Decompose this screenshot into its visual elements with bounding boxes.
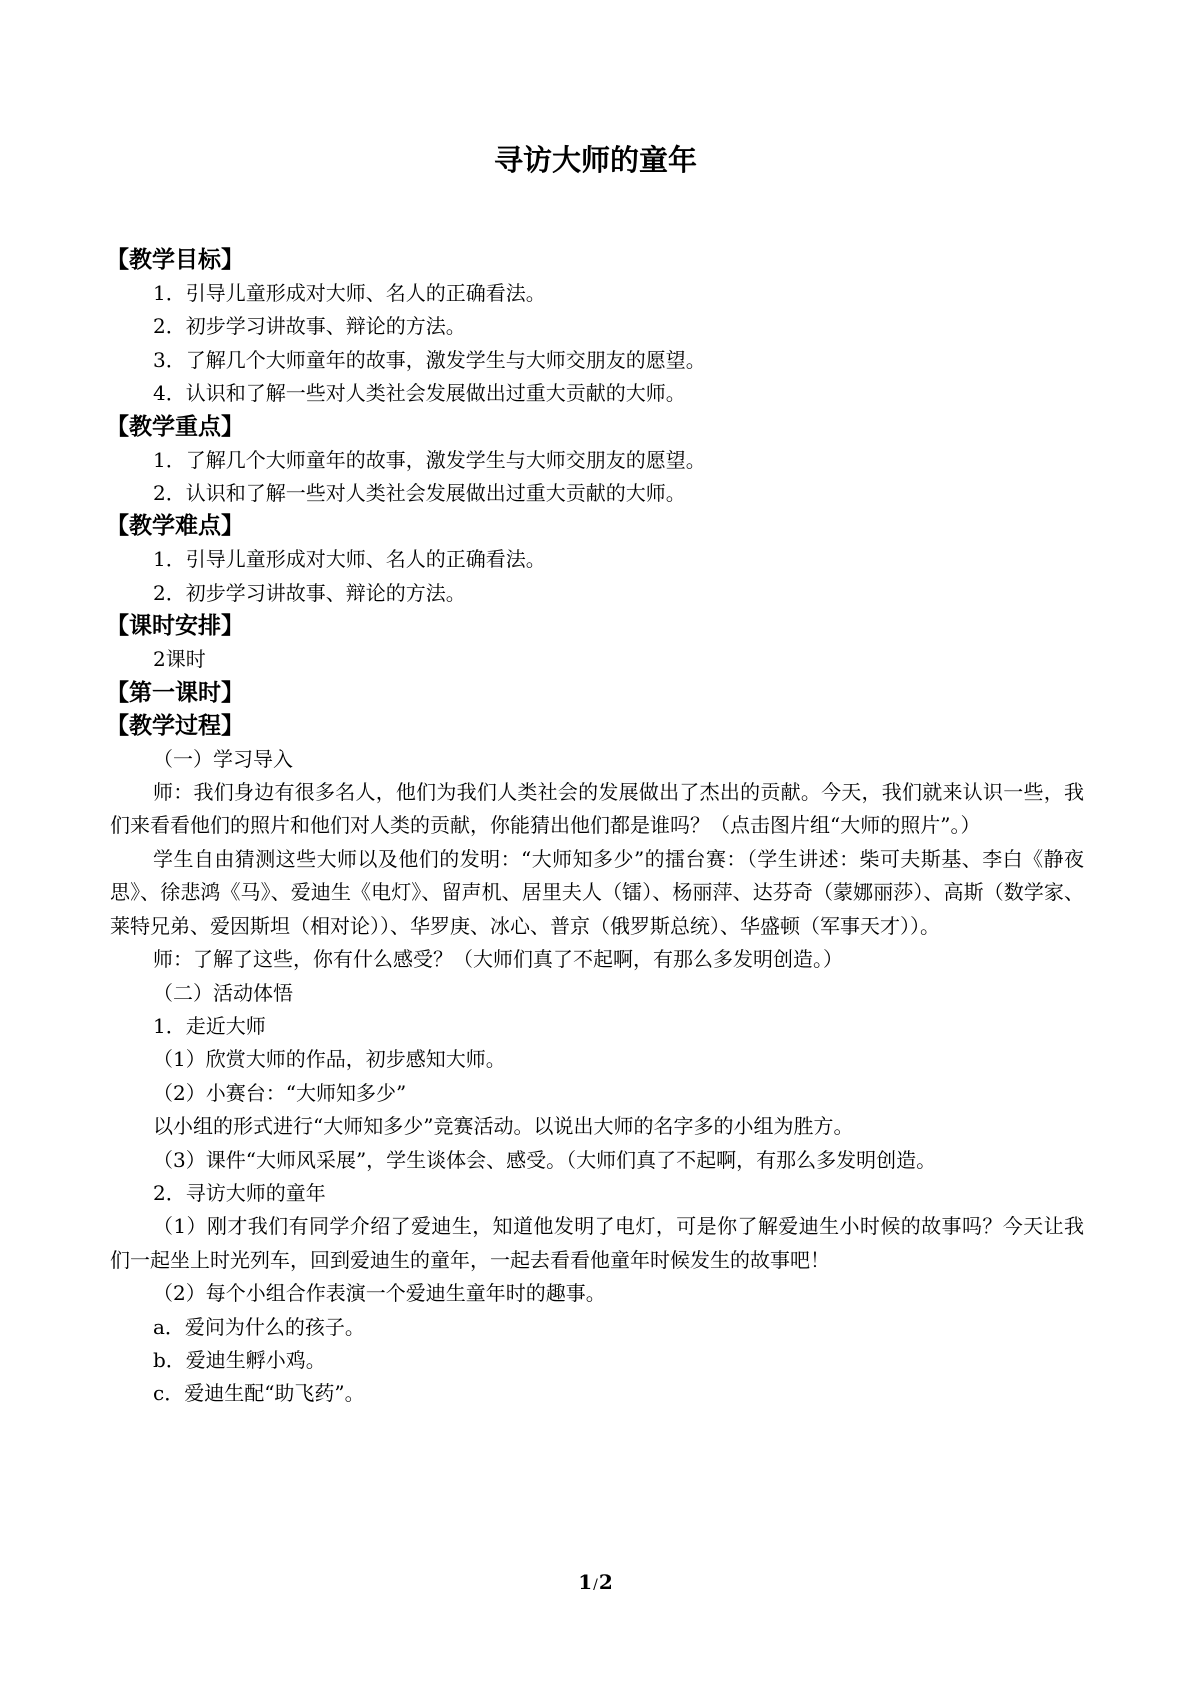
- paragraph: 1．走近大师: [153, 1013, 266, 1038]
- paragraph: 1．引导儿童形成对大师、名人的正确看法。: [153, 281, 546, 305]
- paragraph: 2．初步学习讲故事、辩论的方法。: [153, 580, 466, 605]
- paragraph: （2）每个小组合作表演一个爱迪生童年时的趣事。: [153, 1281, 606, 1306]
- section-heading-process: 【教学过程】: [106, 712, 244, 739]
- page-total: 2: [598, 1570, 613, 1594]
- section-heading-key-points: 【教学重点】: [106, 413, 244, 440]
- document-body: [106, 244, 1084, 1411]
- page-number: [0, 1568, 1191, 1599]
- paragraph: 1．引导儿童形成对大师、名人的正确看法。: [153, 547, 546, 572]
- page-title: 寻访大师的童年: [493, 143, 697, 177]
- paragraph: 以小组的形式进行“大师知多少”竞赛活动。以说出大师的名字多的小组为胜方。: [153, 1114, 854, 1139]
- section-heading-schedule: 【课时安排】: [106, 613, 244, 640]
- paragraph: 2课时: [153, 647, 206, 672]
- section-heading-first-lesson: 【第一课时】: [106, 679, 244, 706]
- paragraph: 师：了解了这些，你有什么感受？（大师们真了不起啊，有那么多发明创造。）: [153, 947, 843, 972]
- paragraph: （2）小赛台：“大师知多少”: [153, 1080, 407, 1105]
- paragraph: b．爱迪生孵小鸡。: [153, 1347, 326, 1372]
- paragraph: （二）活动体悟: [153, 980, 293, 1005]
- paragraph: 学生自由猜测这些大师以及他们的发明：“大师知多少”的擂台赛：（学生讲述：柴可夫斯基、李白《静夜思》、徐悲鸿《马》、爱迪生《电灯》、留声机、居里夫人（镭）、杨丽萍、达芬奇（蒙娜丽莎）、高斯（数学家、莱特兄弟、爱因斯坦（相对论））、华罗庚、冰心、普京（俄罗斯总统）、华盛顿（军事天才））。: [110, 846, 1084, 938]
- page-current: 1: [578, 1570, 593, 1594]
- paragraph: 2．寻访大师的童年: [153, 1180, 326, 1205]
- paragraph: c．爱迪生配“助飞药”。: [153, 1381, 365, 1406]
- paragraph: 2．初步学习讲故事、辩论的方法。: [153, 314, 466, 339]
- paragraph: a．爱问为什么的孩子。: [153, 1314, 365, 1339]
- paragraph: 4．认识和了解一些对人类社会发展做出过重大贡献的大师。: [153, 381, 686, 406]
- page-separator: /: [593, 1577, 598, 1593]
- paragraph: 1．了解几个大师童年的故事，激发学生与大师交朋友的愿望。: [153, 447, 706, 472]
- paragraph: 2．认识和了解一些对人类社会发展做出过重大贡献的大师。: [153, 481, 686, 506]
- paragraph: 3．了解几个大师童年的故事，激发学生与大师交朋友的愿望。: [153, 347, 706, 372]
- section-heading-objectives: 【教学目标】: [106, 247, 244, 273]
- paragraph: （3）课件“大师风采展”，学生谈体会、感受。（大师们真了不起啊，有那么多发明创造。: [153, 1147, 937, 1172]
- paragraph: （1）欣赏大师的作品，初步感知大师。: [153, 1047, 506, 1072]
- paragraph: （1）刚才我们有同学介绍了爱迪生，知道他发明了电灯，可是你了解爱迪生小时候的故事吗？今天让我们一起坐上时光列车，回到爱迪生的童年，一起去看看他童年时候发生的故事吧！: [110, 1214, 1084, 1272]
- section-heading-difficulties: 【教学难点】: [106, 513, 244, 540]
- paragraph: 师：我们身边有很多名人，他们为我们人类社会的发展做出了杰出的贡献。今天，我们就来认识一些，我们来看看他们的照片和他们对人类的贡献，你能猜出他们都是谁吗？（点击图片组“大师的照片”。）: [110, 780, 1084, 838]
- paragraph: （一）学习导入: [153, 746, 293, 771]
